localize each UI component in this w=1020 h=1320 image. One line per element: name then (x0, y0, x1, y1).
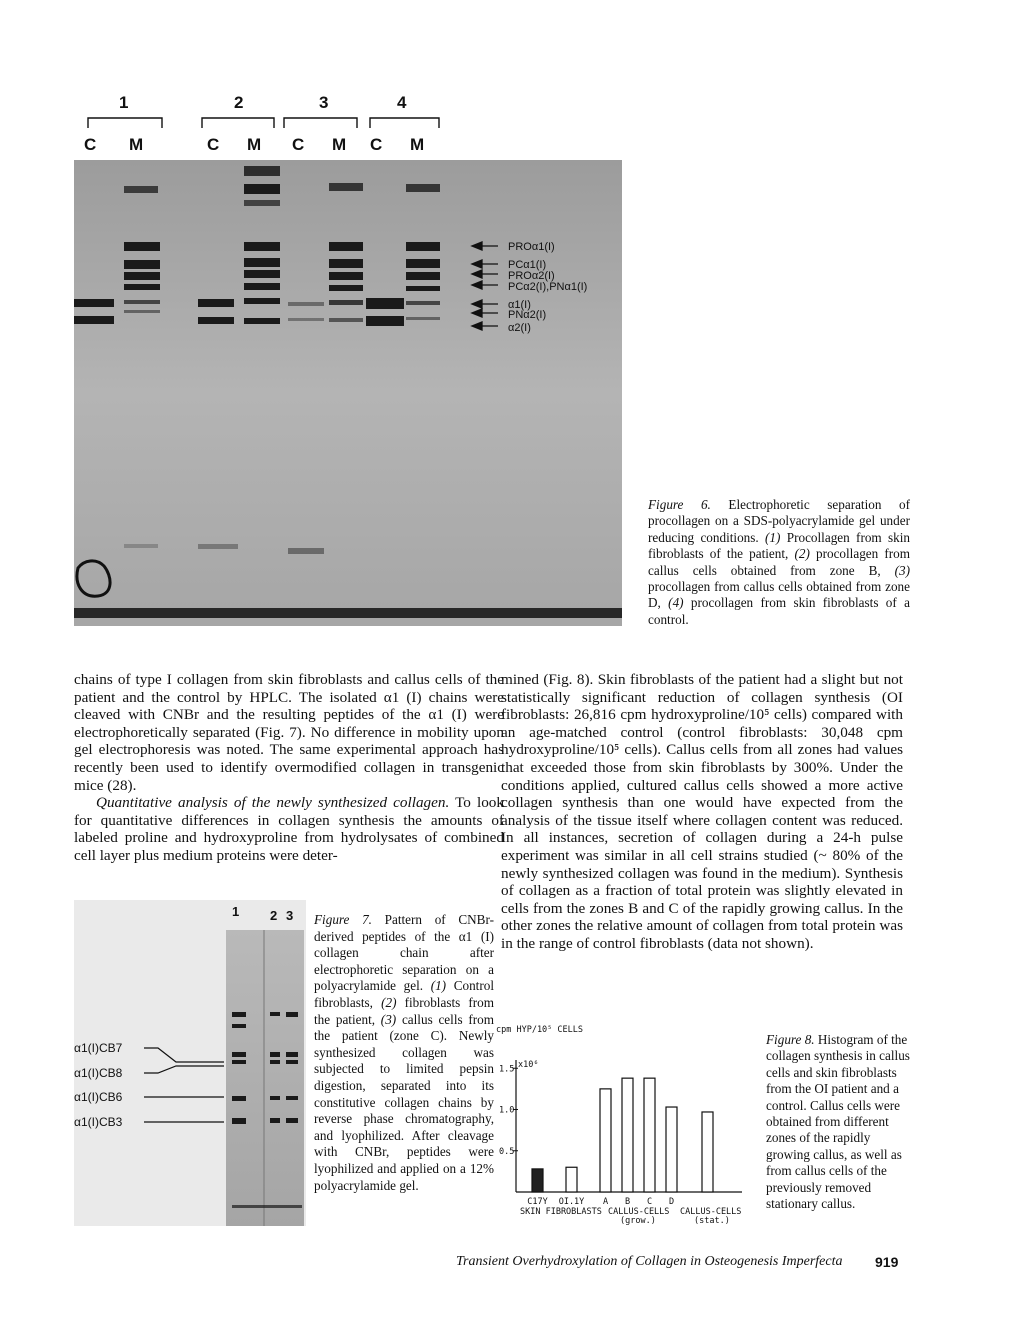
body-paragraph: mined (Fig. 8). Skin fibroblasts of the patient had a slight but not statistically significant reduction of collagen synthesis (OI fibroblasts: 26,816 cpm hydroxyproline/10⁵ cells) compared with an age-matched control (control fibroblasts: 30,048 cpm hydroxyproline/10⁵ cells). Callus cells from all zones had values that exceeded those from skin fibroblasts by 300%. Under the conditions applied, cultured callus cells showed a more active collagen synthesis than one would have expected from the analysis of the tissue itself where collagen content was reduced. In all instances, secretion of collagen during a 24-h pulse experiment was similar in all cell strains studied (~ 80% of the newly synthesized collagen was found in the medium). Synthesis of collagen as a fraction of total protein was slightly elevated in cells from the zones B and C of the rapidly growing callus. In the other zones the relative amount of collagen from total protein was in the range of control fibroblasts (data not shown). (501, 671, 903, 952)
peptide-label-cb3: α1(I)CB3 (74, 1115, 123, 1129)
peptide-label-cb6: α1(I)CB6 (74, 1090, 123, 1104)
section-heading-inline: Quantitative analysis of the newly synthesized collagen. (96, 794, 450, 812)
body-paragraph (74, 794, 504, 864)
body-text: To look for quantitative differences in collagen synthesis the amounts of labeled proline and hydroxyproline from hydrolysates of combined cell layer plus medium proteins were deter- (74, 794, 504, 864)
chart-bar-4 (644, 1078, 655, 1192)
band-label-pna2: PNα2(I) (508, 309, 547, 321)
chart-group-grow-sub: (grow.) (620, 1216, 656, 1226)
caption-text: fibroblasts from the patient, (314, 994, 494, 1027)
figure-8-histogram (496, 1020, 746, 1230)
chart-bar-6 (702, 1112, 713, 1192)
chart-bar-3 (622, 1078, 633, 1192)
figure-8-label: Figure 8. (766, 1032, 815, 1047)
band-label-pca1: PCα1(I) (508, 259, 547, 271)
lane-number-4: 4 (397, 93, 407, 112)
lane-letter-m-2: M (247, 135, 262, 154)
chart-y-tick-label: 1.0 (499, 1105, 515, 1116)
lane-letter-m-1: M (129, 135, 144, 154)
fig7-lane-3: 3 (286, 908, 294, 923)
caption-num: (3) (380, 1011, 397, 1027)
body-paragraph: chains of type I collagen from skin fibroblasts and callus cells of the patient and the control by HPLC. The isolated α1 (I) chains were cleaved with CNBr and the resulting peptides of the α1 (I) were electrophoretically separated (Fig. 7). No difference in mobility upon gel electrophoresis was noted. The same experimental approach has recently been used to identify overmodified collagen in transgenic mice (28). (74, 671, 504, 794)
caption-num: (2) (794, 546, 810, 562)
caption-text: procollagen from callus cells obtained from zone D, (648, 579, 910, 611)
chart-group-grow: CALLUS-CELLS (608, 1207, 670, 1217)
chart-x-tick-label: C17Y (527, 1197, 548, 1207)
caption-text: Pattern of CNBr-derived peptides of the α1 (I) collagen chain after electrophoretic separation on a polyacrylamide gel. (314, 912, 494, 994)
band-label-proa2: PROα2(I) (508, 270, 555, 282)
chart-bar-1 (566, 1167, 577, 1192)
page-number: 919 (875, 1254, 899, 1270)
fig7-lane-1: 1 (232, 904, 240, 919)
caption-num: (1) (430, 978, 447, 994)
caption-text: procollagen from callus cells obtained from zone B, (648, 546, 910, 578)
figure-8-caption (766, 1032, 912, 1212)
caption-text: procollagen from skin fibroblasts of a control. (648, 595, 910, 627)
body-column-right (501, 671, 903, 953)
lane-letter-m-4: M (410, 135, 425, 154)
chart-bar-0 (532, 1169, 543, 1192)
figure-6-label: Figure 6. (648, 497, 711, 512)
lane-brackets (88, 118, 439, 128)
chart-x-tick-label: D (668, 1197, 675, 1207)
figure-6-caption (648, 497, 910, 628)
chart-bar-5 (666, 1107, 677, 1192)
caption-num: (3) (894, 562, 910, 578)
caption-text: Electrophoretic separation of procollagen on a SDS-polyacrylamide gel under reducing conditions. (648, 497, 910, 545)
band-label-a1: α1(I) (508, 299, 531, 311)
lane-number-3: 3 (319, 93, 329, 112)
caption-text: Procollagen from skin fibroblasts of the patient, (648, 529, 910, 562)
peptide-label-cb7: α1(I)CB7 (74, 1041, 123, 1055)
peptide-label-cb8: α1(I)CB8 (74, 1066, 123, 1080)
chart-x-tick-label: A (602, 1197, 609, 1207)
running-title: Transient Overhydroxylation of Collagen in Osteogenesis Imperfecta (456, 1254, 843, 1269)
lane-letter-m-3: M (332, 135, 347, 154)
chart-group-stat: CALLUS-CELLS (680, 1207, 742, 1217)
chart-x-tick-label: B (624, 1197, 631, 1207)
chart-ylabel: cpm HYP/10⁵ CELLS (496, 1025, 583, 1035)
chart-y-exponent: x10⁶ (518, 1060, 539, 1070)
caption-num: (1) (765, 529, 781, 545)
lane-letter-c-3: C (292, 135, 305, 154)
figure-6-gel-image (74, 88, 622, 626)
chart-y-tick-label: 1.5 (499, 1064, 515, 1075)
chart-group-skin: SKIN FIBROBLASTS (520, 1207, 602, 1217)
fig7-lane-2: 2 (270, 908, 278, 923)
lane-number-1: 1 (119, 93, 129, 112)
chart-bar-2 (600, 1089, 611, 1192)
chart-group-stat-sub: (stat.) (694, 1216, 730, 1226)
figure-7-label: Figure 7. (314, 912, 372, 927)
band-label-proa1: PROα1(I) (508, 241, 555, 253)
lane-letter-c-2: C (207, 135, 220, 154)
lane-letter-c-1: C (84, 135, 97, 154)
caption-text: callus cells from the patient (zone C). Newly synthesized collagen was subjected to limited pepsin digestion, separated into its constitutive collagen chains by reverse phase chromatography, and lyophilized. After cleavage with CNBr, peptides were lyophilized and applied on a 12% polyacrylamide gel. (314, 1011, 494, 1193)
lane-number-2: 2 (234, 93, 244, 112)
lane-letter-c-4: C (370, 135, 383, 154)
chart-x-tick-label: C (646, 1197, 653, 1207)
caption-text: Histogram of the collagen synthesis in callus cells and skin fibroblasts from the OI patient and a control. Callus cells were obtained from different zones of the rapidly growing callus, as well as from callus cells of the previously removed stationary callus. (766, 1032, 910, 1212)
caption-num: (2) (381, 994, 397, 1010)
band-label-a2: α2(I) (508, 322, 531, 334)
caption-text: Control fibroblasts, (314, 978, 494, 1010)
chart-y-tick-label: 0.5 (499, 1146, 515, 1157)
figure-7-caption (314, 912, 494, 1194)
body-column-left (74, 671, 504, 865)
caption-num: (4) (668, 595, 684, 611)
chart-x-tick-label: OI.1Y (558, 1197, 585, 1207)
band-label-pca2: PCα2(I),PNα1(I) (508, 281, 588, 293)
figure-7-gel-image (74, 900, 306, 1226)
